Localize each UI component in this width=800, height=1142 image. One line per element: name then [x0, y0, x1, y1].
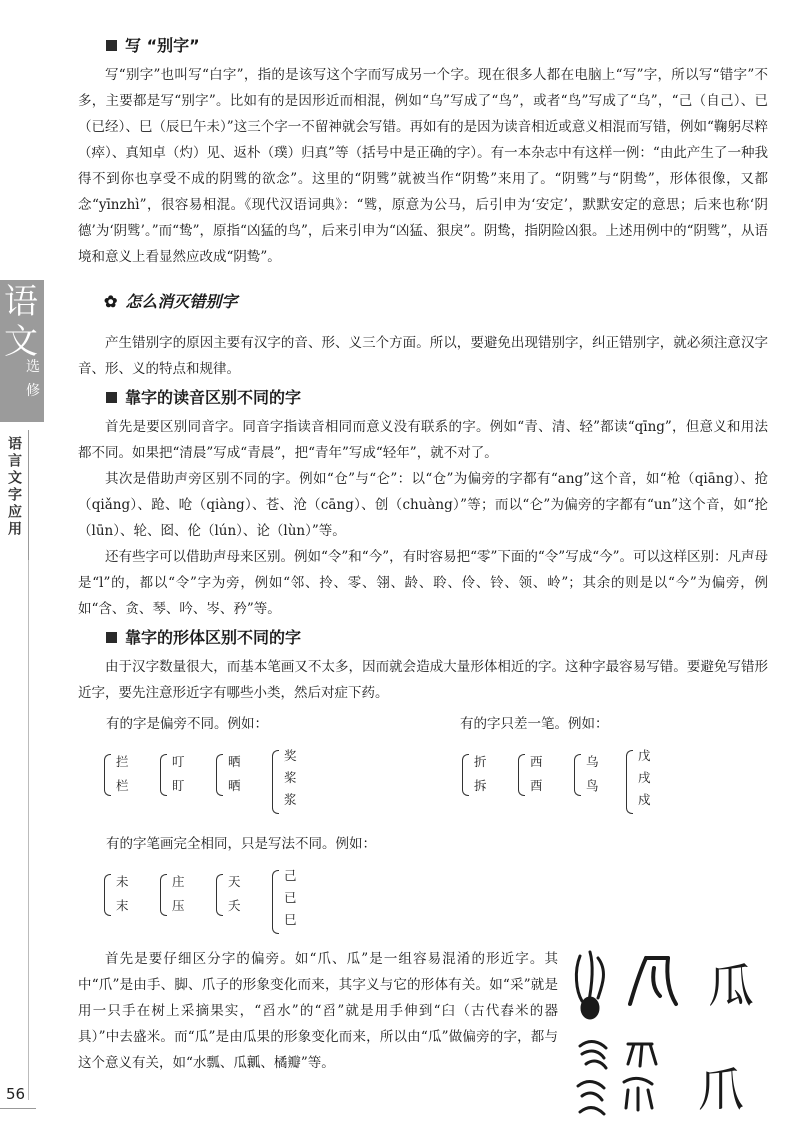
side-tab-char-2: 文 [4, 322, 38, 362]
left-margin-rule [28, 560, 29, 1100]
brace-icon [160, 874, 167, 916]
group-char: 己 [284, 868, 297, 883]
group-char: 盯 [172, 778, 185, 793]
paragraph-by-sound-2: 其次是借助声旁区别不同的字。例如“仓”与“仑”：以“仓”为偏旁的字都有“ang”这个音，如“枪（qiāng）、抢（qiǎng）、跄、呛（qiàng）、苍、沧（cāng）、创（chuàng）”等；而以“仑”为偏旁的字都有“un”这个音，如“抡（lūn）、轮、囵、伦（lún）、论（lùn）”等。 [78, 471, 768, 539]
side-tab-char-4: 修 [26, 383, 40, 399]
group-char: 压 [172, 898, 185, 913]
group-char: 夭 [228, 898, 241, 913]
brace-icon [518, 754, 525, 796]
group-char: 栏 [116, 778, 129, 793]
group-char: 晒 [228, 778, 241, 793]
char-groups-row-1 [78, 746, 768, 826]
group-char: 天 [228, 874, 241, 889]
group-char: 戍 [638, 792, 651, 807]
brace-icon [216, 874, 223, 916]
brace-icon [272, 870, 279, 934]
section-heading-how-to [104, 284, 768, 320]
glyph-label-2: 瓜 [728, 1136, 729, 1137]
paragraph-by-sound-3: 还有些字可以借助声母来区别。例如“令”和“今”，有时容易把“零”下面的“令”写成“今”。可以这样区别：凡声母是“l”的，都以“令”字为旁，例如“邻、拎、零、翎、龄、聆、伶、铃、领、岭”；其余的则是以“今”为偏旁，例如“含、贪、琴、吟、岑、矜”等。 [78, 549, 769, 617]
side-tab-char-1: 语 [4, 282, 38, 322]
brace-icon [104, 754, 111, 796]
group-char: 折 [474, 754, 487, 769]
char-groups-row-2 [78, 866, 768, 946]
glyph-label-3: 爪 [698, 1063, 744, 1117]
paragraph-by-shape-1: 由于汉字数量很大，而基本笔画又不太多，因而就会造成大量形体相近的字。这种字最容易写错。要避免写错形近字，要先注意形近字有哪些小类，然后对症下药。 [78, 659, 768, 701]
bottom-block [78, 946, 768, 1136]
example-label-same-strokes-row [78, 826, 768, 862]
section-heading-by-sound [106, 382, 768, 414]
brace-icon [272, 750, 279, 814]
bottom-rule [0, 1108, 36, 1109]
group-char: 乌 [586, 754, 599, 769]
paragraph-by-sound-1: 首先是要区别同音字。同音字指读音相同而意义没有联系的字。例如“青、清、轻”都读“qīng”，但意义和用法都不同。如果把“清晨”写成“青晨”，把“青年”写成“轻年”，就不对了。 [78, 419, 768, 461]
ancient-glyphs-svg [568, 946, 778, 1136]
square-bullet-icon [106, 40, 117, 51]
group-char: 鸟 [586, 778, 599, 793]
group-char: 拆 [474, 778, 487, 793]
section-heading-text: 靠字的读音区别不同的字 [125, 388, 302, 407]
group-char: 末 [116, 898, 129, 913]
group-char: 晒 [228, 754, 241, 769]
group-char: 巳 [284, 912, 297, 927]
brace-icon [626, 750, 633, 814]
group-char: 酉 [530, 778, 543, 793]
paragraph-by-shape-final: 首先是要仔细区分字的偏旁。如“爪、瓜”是一组容易混淆的形近字。其中“爪”是由手、脚、爪子的形象变化而来，其字义与它的形体有关。如“采”就是用一只手在树上采摘果实，“舀水”的“舀”就是用手伸到“臼（古代舂米的器具）”中去盛米。而“瓜”是由瓜果的形象变化而来，所以由“瓜”做偏旁的字，都与这个意义有关，如“水瓢、瓜瓤、橘瓣”等。 [78, 951, 558, 1071]
group-char: 庄 [172, 874, 185, 889]
main-content [78, 30, 768, 1136]
brace-icon [104, 874, 111, 916]
bottom-text [78, 946, 558, 1076]
group-char: 浆 [284, 792, 297, 807]
group-char: 拦 [116, 754, 129, 769]
group-char: 戊 [638, 748, 651, 763]
bronze-melon-glyph [630, 958, 676, 1004]
example-label-radical: 有的字是偏旁不同。例如： [106, 716, 268, 732]
section-heading-text: 靠字的形体区别不同的字 [125, 628, 302, 647]
example-label-same-strokes: 有的字笔画完全相同，只是写法不同。例如： [106, 836, 376, 852]
square-bullet-icon [106, 632, 117, 643]
brace-icon [462, 754, 469, 796]
brace-icon [574, 754, 581, 796]
section-heading-by-shape [106, 622, 768, 654]
ancient-glyphs-illustration [568, 946, 778, 1136]
glyph-label-1: 瓜 [708, 959, 754, 1013]
oracle-claw-glyphs [578, 1042, 656, 1114]
group-char: 戌 [638, 770, 651, 785]
side-strip-label: 语言文字应用 [0, 430, 29, 566]
brace-icon [160, 754, 167, 796]
brace-icon [216, 754, 223, 796]
section-heading-write-biezi [106, 30, 768, 62]
group-char: 奖 [284, 748, 297, 763]
oracle-melon-glyph [576, 952, 603, 1018]
flower-icon: ✿ [104, 292, 118, 311]
side-tab-char-3: 选 [26, 359, 40, 375]
square-bullet-icon [106, 392, 117, 403]
group-char: 已 [284, 890, 297, 905]
group-char: 桨 [284, 770, 297, 785]
example-labels-row [78, 706, 768, 742]
paragraph-how-to: 产生错别字的原因主要有汉字的音、形、义三个方面。所以，要避免出现错别字，纠正错别字，就必须注意汉字音、形、义的特点和规律。 [78, 335, 768, 377]
group-char: 未 [116, 874, 129, 889]
section-heading-text: 怎么消灭错别字 [125, 292, 238, 311]
group-char: 叮 [172, 754, 185, 769]
paragraph-write-biezi: 写“别字”也叫写“白字”，指的是该写这个字而写成另一个字。现在很多人都在电脑上“写”字，所以写“错字”不多，主要都是写“别字”。比如有的是因形近而相混，例如“乌”写成了“鸟”，或者“鸟”写成了“乌”，“己（自己）、已（已经）、巳（辰巳午未）”这三个字一不留神就会写错。再如有的是因为读音相近或意义相混而写错，例如“鞠躬尽粹（瘁）、真知卓（灼）见、返朴（璞）归真”等（括号中是正确的字）。有一本杂志中有这样一例：“由此产生了一种我得不到你也享受不成的阴骘的欲念”。这里的“阴骘”就被当作“阴鸷”来用了。“阴骘”与“阴鸷”，形体很像，又都念“yīnzhì”，很容易相混。《现代汉语词典》：“骘，原意为公马，后引申为‘安定’，默默安定的意思；后来也称‘阴德’为‘阴骘’。”而“鸷”，原指“凶猛的鸟”，后来引申为“凶猛、狠戾”。阴鸷，指阴险凶狠。上述用例中的“阴骘”，从语境和意义上看显然应改成“阴鸷”。 [78, 67, 768, 265]
page-number: 56 [6, 1085, 26, 1103]
section-heading-text: 写 “别字” [125, 36, 200, 55]
group-char: 西 [530, 754, 543, 769]
example-label-one-stroke: 有的字只差一笔。例如： [460, 716, 609, 732]
side-tab [0, 280, 44, 422]
